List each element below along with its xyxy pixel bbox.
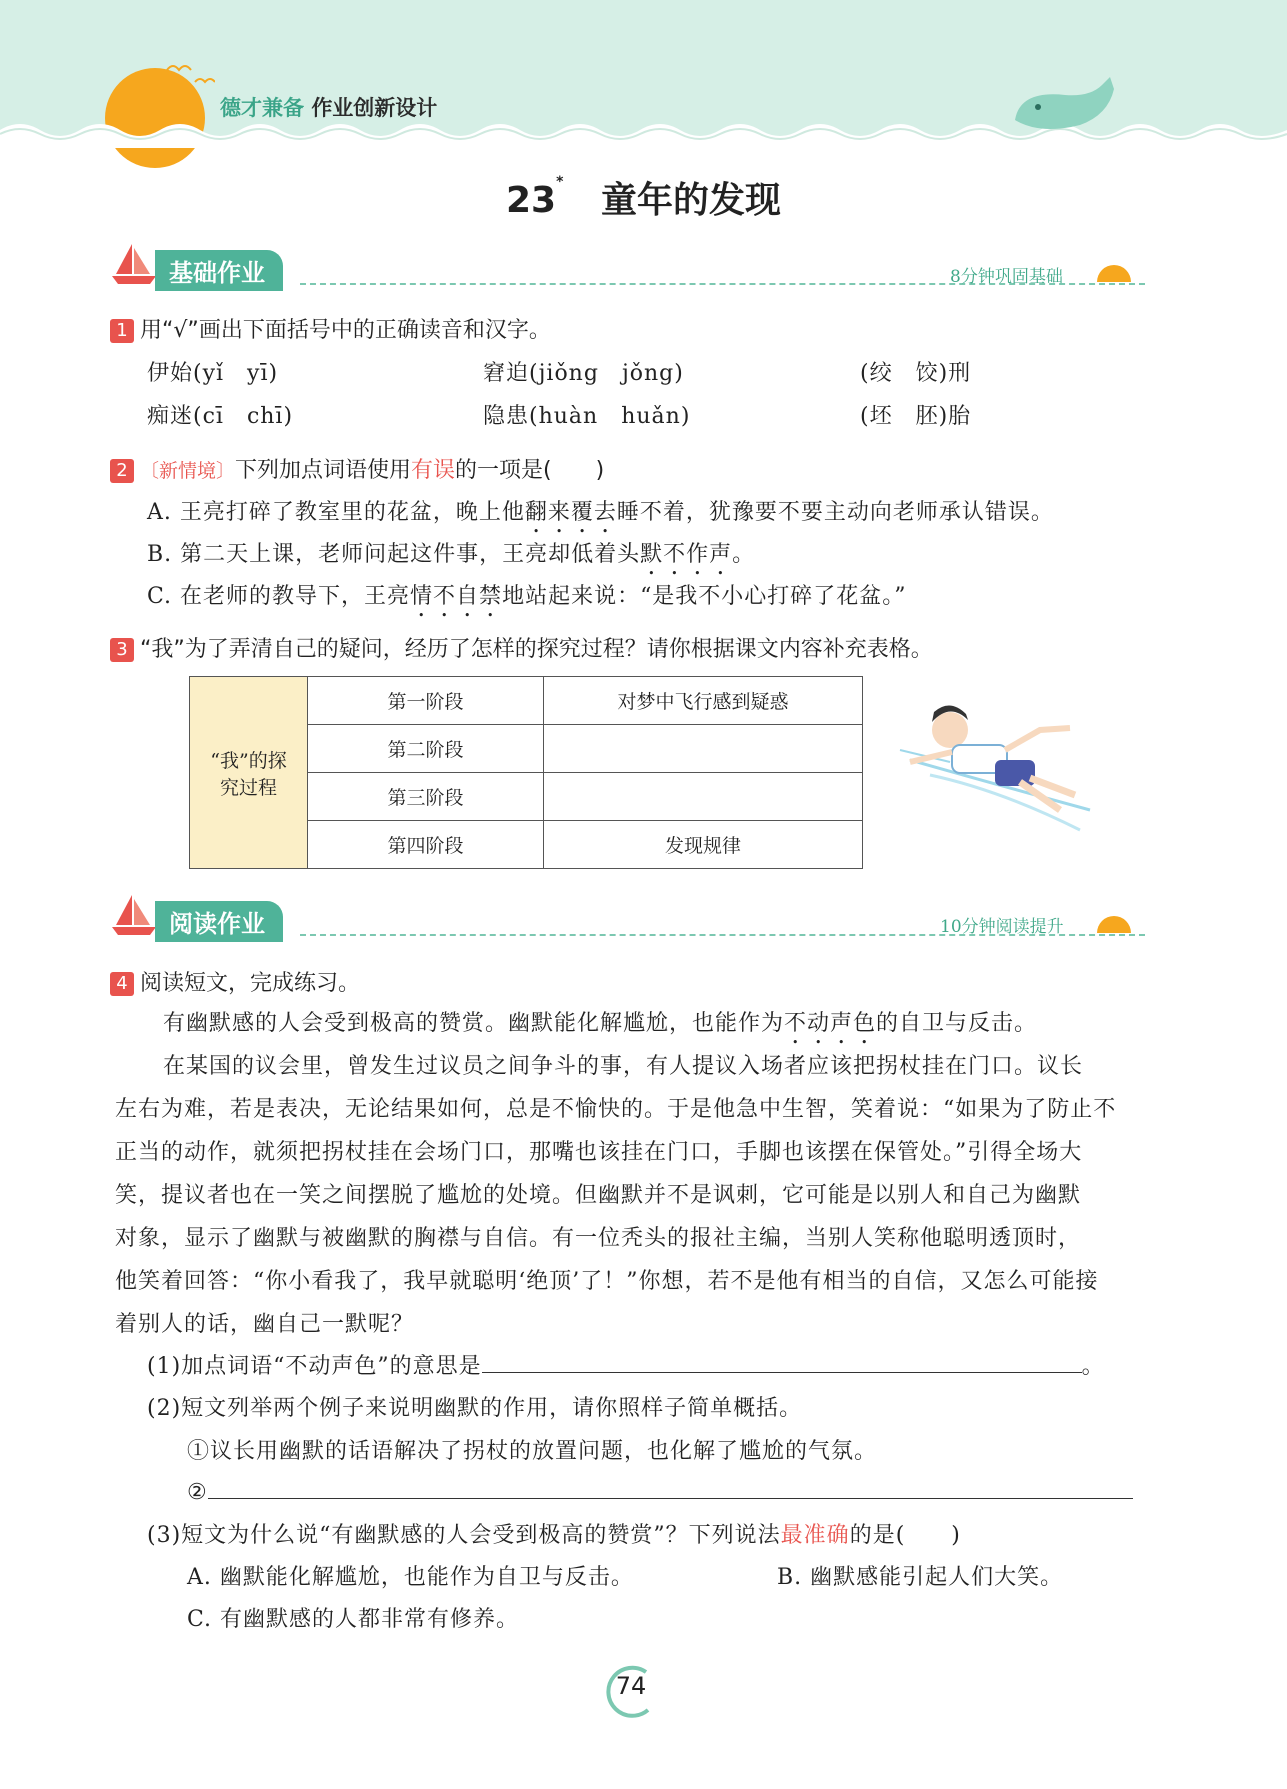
q2-b-text: B. 第二天上课，老师问起这件事，王亮却低着头 [147,542,641,567]
q2-c-text-end: 地站起来说：“是我不小心打碎了花盆。” [502,584,907,609]
small-sun-icon [1097,265,1131,282]
q1-item: 伊始(yǐ yī) [147,361,279,386]
passage-line: 笑，提议者也在一笑之间摆脱了尴尬的处境。但幽默并不是讽刺，它可能是以别人和自己为幽默 [115,1183,1082,1208]
q2-emphasis: 有误 [411,458,456,483]
q2-c-dotted-word: 情不自禁 [410,584,503,609]
passage-text: 有幽默感的人会受到极高的赞赏。幽默能化解尴尬，也能作为 [163,1011,785,1036]
option-c: C. 有幽默感的人都非常有修养。 [187,1607,520,1632]
passage-line: 着别人的话，幽自己一默呢？ [115,1312,415,1337]
q4-text: 阅读短文，完成练习。 [140,971,361,996]
q2-number: 2 [110,459,134,483]
content-cell: 对梦中飞行感到疑惑 [544,677,863,725]
sub-question-1-end: 。 [1081,1354,1105,1379]
answer-number: ② [187,1480,208,1505]
q2-a-text-end: 睡不着，犹豫要不要主动向老师承认错误。 [616,500,1054,525]
stage-cell: 第三阶段 [308,773,544,821]
passage-text-end: 的自卫与反击。 [876,1011,1038,1036]
q2-text: 下列加点词语使用 [235,458,412,483]
inquiry-table [189,676,863,869]
q1-item: (绞 饺)刑 [860,361,972,386]
content-cell-blank[interactable] [544,773,863,821]
lesson-number: 23 [505,180,557,221]
brand-subtitle: 作业创新设计 [311,96,438,120]
q1-stem [110,313,551,344]
whale-icon [1010,75,1125,135]
q1-item: 窘迫(jiǒng jǒng) [483,361,684,386]
table-header-cell [190,677,308,869]
q3-stem [110,632,933,663]
q1-number: 1 [110,319,134,343]
q2-b-dotted-word: 默不作声 [640,542,733,567]
section-basic-label: 基础作业 [155,250,283,291]
section-reading-time: 10分钟阅读提升 [940,917,1064,937]
stage-cell: 第一阶段 [308,677,544,725]
section-reading-label: 阅读作业 [155,901,283,942]
sub-question-3-emphasis: 最准确 [780,1523,850,1548]
option-a: A. 幽默能化解尴尬，也能作为自卫与反击。 [187,1565,634,1590]
brand-title [220,92,437,122]
small-sun-icon [1097,916,1131,933]
stage-cell: 第四阶段 [308,821,544,869]
q2-text-end: 的一项是( ) [455,458,605,483]
q2-b-text-end: 。 [732,542,756,567]
passage-dotted-word: 不动声色 [784,1011,877,1036]
passage-line: 他笑着回答：“你小看我了，我早就聪明‘绝顶’了！”你想，若不是他有相当的自信，又怎么可能接 [115,1269,1099,1294]
sub-question-3-end: 的是( ) [849,1523,961,1548]
sailboat-icon [110,242,158,286]
q1-item: 隐患(huàn huǎn) [483,404,691,429]
q2-option-a [147,495,1054,538]
q4-number: 4 [110,972,134,996]
table-row [190,677,863,725]
passage-line: 对象，显示了幽默与被幽默的胸襟与自信。有一位秃头的报社主编，当别人笑称他聪明透顶时， [115,1226,1082,1251]
page-number: 74 [615,1672,647,1700]
table-header-line: 究过程 [219,776,277,799]
sailboat-icon [110,893,158,937]
stage-cell: 第二阶段 [308,725,544,773]
lesson-name: 童年的发现 [601,180,782,221]
q1-item: 痴迷(cī chī) [147,404,294,429]
section-basic-time: 8分钟巩固基础 [950,267,1063,287]
lesson-mark: * [556,174,564,190]
answer-blank[interactable] [482,1350,1082,1373]
table-header-line: “我”的探 [210,749,287,772]
q1-text: 用“√”画出下面括号中的正确读音和汉字。 [140,318,551,343]
sub-question-3-text: (3)短文为什么说“有幽默感的人会受到极高的赞赏”？下列说法 [147,1523,781,1548]
bird-icon [165,60,215,90]
sub-question-1-text: (1)加点词语“不动声色”的意思是 [147,1354,482,1379]
q3-number: 3 [110,638,134,662]
q2-stem [110,453,604,484]
sub-question-2: (2)短文列举两个例子来说明幽默的作用，请你照样子简单概括。 [147,1396,803,1421]
content-cell-blank[interactable] [544,725,863,773]
sub-question-1 [147,1349,1105,1380]
flying-boy-illustration [890,690,1115,840]
q2-c-text: C. 在老师的教导下，王亮 [147,584,411,609]
passage-line: 左右为难，若是表决，无论结果如何，总是不愉快的。于是他急中生智，笑着说：“如果为了防止不 [115,1097,1117,1122]
lesson-title [0,172,1287,223]
passage-line: 正当的动作，就须把拐杖挂在会场门口，那嘴也该挂在门口，手脚也该摆在保管处。”引得全场大 [115,1140,1083,1165]
q4-stem [110,966,360,997]
q2-option-b [147,537,755,580]
answer-blank[interactable] [208,1476,1133,1499]
content-cell: 发现规律 [544,821,863,869]
q2-a-text: A. 王亮打碎了教室里的花盆，晚上他 [147,500,525,525]
sub-question-2-example: ①议长用幽默的话语解决了拐杖的放置问题，也化解了尴尬的气氛。 [187,1439,878,1464]
option-b: B. 幽默感能引起人们大笑。 [777,1565,1064,1590]
q2-a-dotted-word: 翻来覆去 [524,500,617,525]
q2-option-c [147,579,907,622]
passage-line: 在某国的议会里，曾发生过议员之间争斗的事，有人提议入场者应该把拐杖挂在门口。议长 [163,1054,1084,1079]
q1-item: (坯 胚)胎 [860,404,972,429]
brand-name: 德才兼备 [220,96,304,120]
sub-question-3 [147,1518,961,1549]
sub-question-2-answer [187,1476,1133,1505]
q2-tag: 〔新情境〕 [140,460,236,482]
q3-text: “我”为了弄清自己的疑问，经历了怎样的探究过程？请你根据课文内容补充表格。 [140,637,933,662]
passage-paragraph-1 [163,1006,1037,1049]
